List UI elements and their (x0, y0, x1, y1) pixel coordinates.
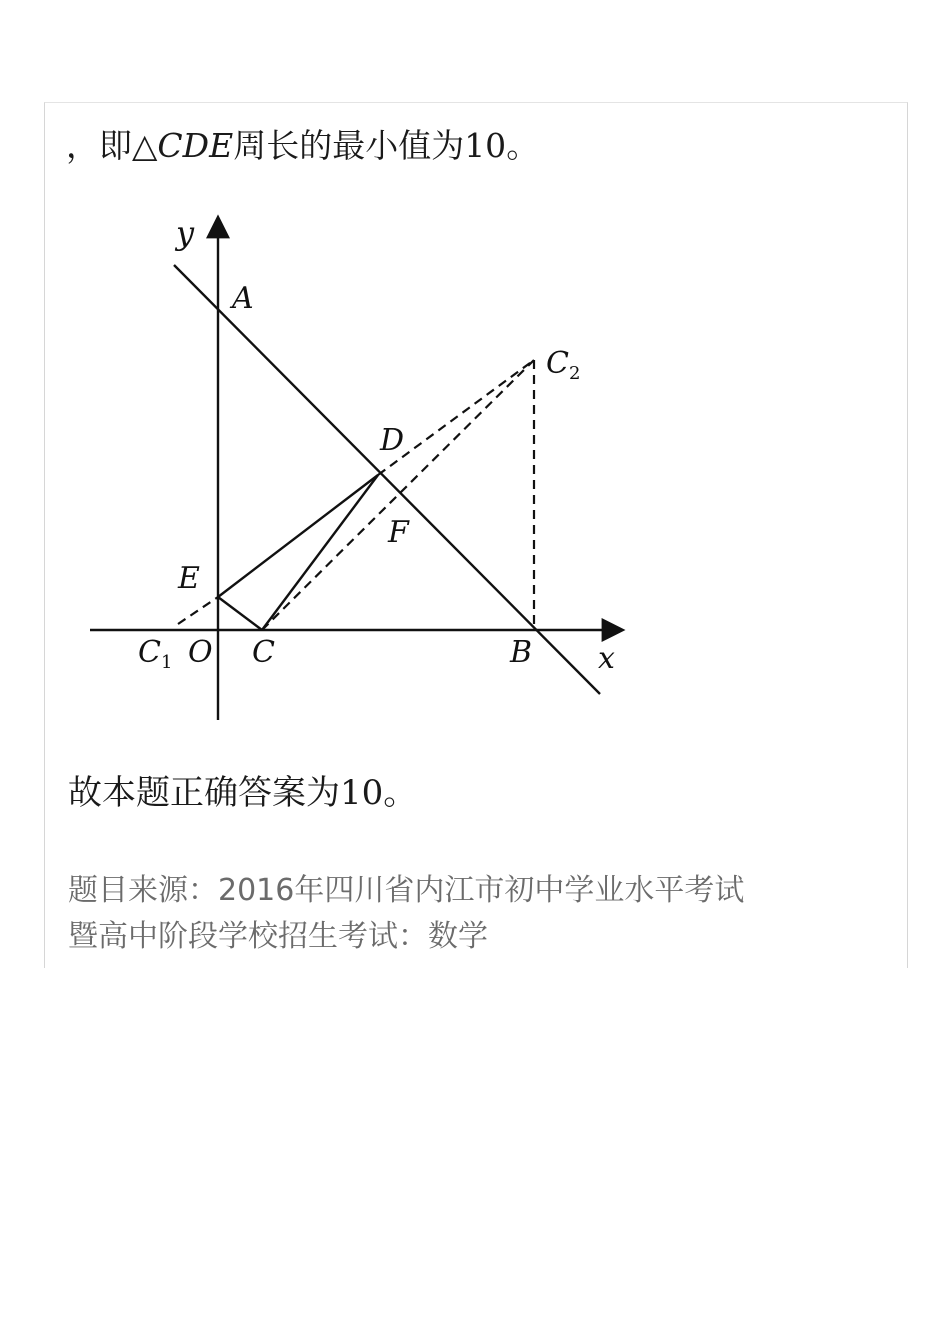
conclusion-suffix: 。 (506, 126, 540, 165)
source-line-1: 题目来源：2016年四川省内江市初中学业水平考试 (68, 873, 745, 908)
solution-conclusion-line (66, 124, 539, 168)
final-answer-line (68, 770, 417, 816)
conclusion-prefix: ，即 (66, 126, 132, 165)
label-d: D (380, 423, 405, 458)
label-f: F (388, 515, 409, 550)
answer-value: 10 (340, 773, 384, 813)
answer-text: 故本题正确答案为 (68, 773, 340, 813)
segment-ed (218, 475, 378, 597)
label-c2: $C_2$ (546, 346, 581, 384)
triangle-name: CDE (157, 126, 234, 165)
segment-ec (218, 597, 262, 630)
conclusion-middle: 周长的最小值为 (233, 126, 465, 165)
answer-suffix: 。 (383, 773, 418, 813)
source-line-2: 暨高中阶段学校招生考试：数学 (68, 919, 488, 954)
label-b: B (510, 635, 533, 670)
conclusion-value: 10 (464, 126, 507, 165)
label-o: O (188, 635, 213, 670)
label-y: y (176, 214, 195, 252)
geometry-diagram (80, 210, 640, 730)
label-x: x (598, 641, 615, 676)
dashed-c-c2 (262, 360, 534, 630)
label-c: C (252, 635, 275, 670)
segment-dc (262, 475, 378, 630)
question-source (68, 868, 888, 960)
label-e: E (178, 561, 200, 596)
label-a: A (232, 281, 254, 316)
geometry-figure (80, 210, 640, 730)
dashed-c1-e (178, 597, 218, 624)
label-c1: $C_1$ (138, 635, 173, 673)
triangle-symbol: △ (132, 126, 158, 165)
